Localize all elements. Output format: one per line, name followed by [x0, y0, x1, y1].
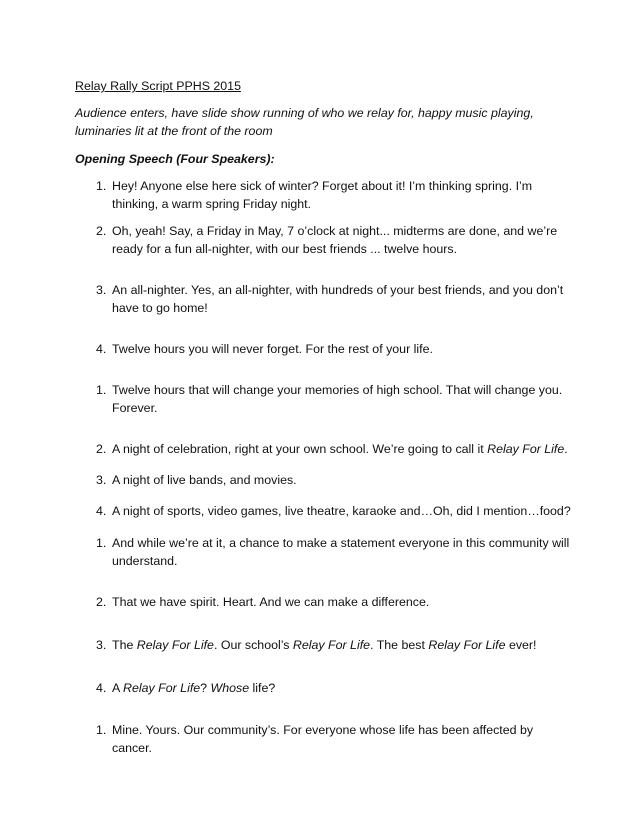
item-text: And while we’re at it, a chance to make a statement everyone in this community will understand. — [112, 536, 570, 568]
item-text: Oh, yeah! Say, a Friday in May, 7 o’clock at night... midterms are done, and we’re ready for a fun all-nighter, with our best friends ... twelve hours. — [112, 224, 558, 256]
item-text: A night of live bands, and movies. — [112, 473, 297, 487]
item-number: 2. — [96, 595, 107, 609]
item-text: That we have spirit. Heart. And we can make a difference. — [112, 595, 430, 609]
item-number: 2. — [96, 224, 107, 238]
item-text: Twelve hours that will change your memories of high school. That will change you. Forever. — [112, 383, 563, 415]
item-text: Hey! Anyone else here sick of winter? Forget about it! I’m thinking spring. I’m thinking, a warm spring Friday night. — [112, 179, 533, 211]
item-text: An all-nighter. Yes, an all-nighter, with hundreds of your best friends, and you don’t have to go home! — [112, 283, 564, 315]
item-text: The Relay For Life. Our school’s Relay For Life. The best Relay For Life ever! — [112, 638, 537, 652]
document-title: Relay Rally Script PPHS 2015 — [75, 79, 241, 93]
stage-direction: Audience enters, have slide show running of who we relay for, happy music playing, luminaries lit at the front of the room — [75, 106, 534, 138]
item-number: 3. — [96, 283, 107, 297]
item-number: 4. — [96, 504, 107, 518]
item-text: Mine. Yours. Our community’s. For everyone whose life has been affected by cancer. — [112, 723, 534, 755]
item-number: 4. — [96, 342, 107, 356]
item-number: 2. — [96, 442, 107, 456]
item-number: 1. — [96, 179, 107, 193]
item-text: A Relay For Life? Whose life? — [112, 681, 276, 695]
item-text: A night of sports, video games, live theatre, karaoke and…Oh, did I mention…food? — [112, 504, 571, 518]
item-text: A night of celebration, right at your own school. We’re going to call it Relay For Life. — [112, 442, 568, 456]
item-number: 1. — [96, 723, 107, 737]
section-heading: Opening Speech (Four Speakers): — [75, 152, 275, 166]
item-number: 3. — [96, 638, 107, 652]
item-number: 1. — [96, 383, 107, 397]
item-number: 4. — [96, 681, 107, 695]
item-number: 1. — [96, 536, 107, 550]
item-number: 3. — [96, 473, 107, 487]
item-text: Twelve hours you will never forget. For the rest of your life. — [112, 342, 433, 356]
